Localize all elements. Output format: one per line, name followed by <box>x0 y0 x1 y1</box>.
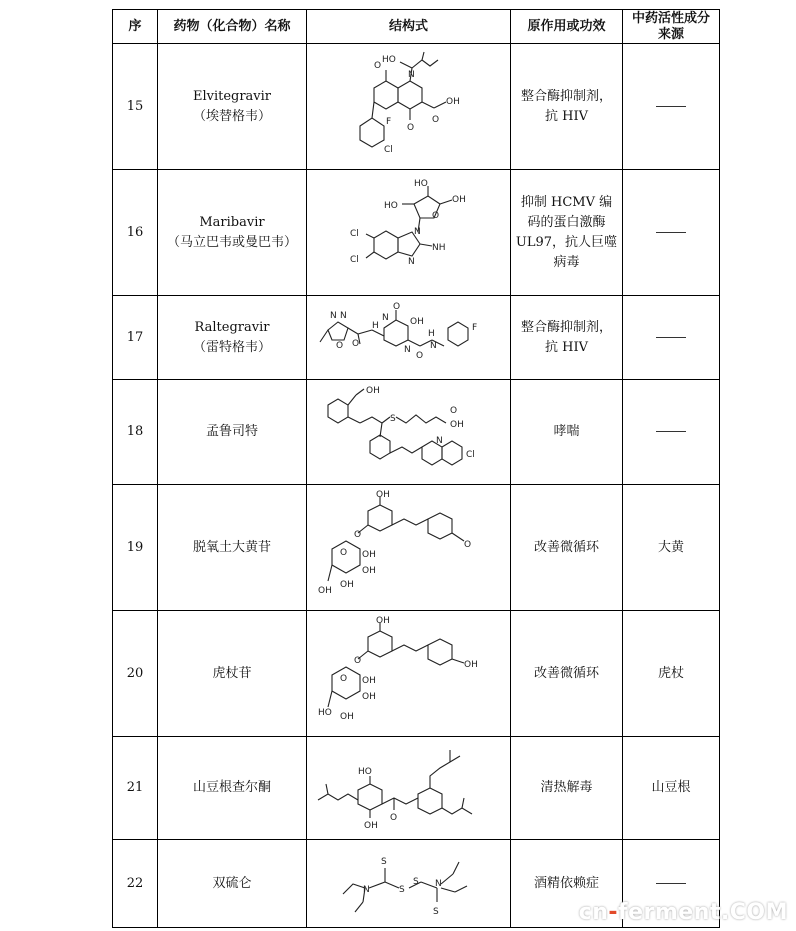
row-name <box>158 737 307 840</box>
label-ho: HO <box>318 707 332 718</box>
structure-cell <box>307 737 511 840</box>
label-o: O <box>373 60 381 71</box>
label-o1: O <box>354 529 362 540</box>
label-cl2: Cl <box>349 254 359 265</box>
label-ho2: HO <box>383 200 398 211</box>
label-oh5: OH <box>318 585 332 596</box>
header-source: 中药活性成分来源 <box>623 10 720 44</box>
empty-dash <box>656 337 686 338</box>
label-n5: N <box>430 340 437 351</box>
structure-cell <box>307 296 511 380</box>
header-structure: 结构式 <box>307 10 511 44</box>
structure-montelukast <box>316 383 501 481</box>
row-seq: 15 <box>113 44 158 170</box>
label-oh4: OH <box>340 579 354 590</box>
row-action: 抑制 HCMV 编码的蛋白激酶 UL97，抗人巨噬病毒 <box>511 170 623 296</box>
structure-cell <box>307 380 511 485</box>
name-cn: （马立巴韦或曼巴韦） <box>166 234 297 250</box>
label-oh: OH <box>410 316 424 327</box>
label-oh3: OH <box>362 691 376 702</box>
structure-cell <box>307 840 511 928</box>
name-cn: 双硫仑 <box>212 875 252 891</box>
label-n1: N <box>330 310 337 321</box>
row-seq: 21 <box>113 737 158 840</box>
header-seq: 序 <box>113 10 158 44</box>
label-n4: N <box>404 344 411 355</box>
structure-raltegravir <box>316 300 501 376</box>
row-name <box>158 485 307 611</box>
row-seq: 17 <box>113 296 158 380</box>
label-ho: HO <box>357 767 372 777</box>
label-o4: O <box>336 340 344 351</box>
label-o2: O <box>406 122 414 133</box>
row-seq: 16 <box>113 170 158 296</box>
name-en: Elvitegravir <box>192 88 272 104</box>
row-source: 大黄 <box>623 485 720 611</box>
structure-cell <box>307 44 511 170</box>
empty-dash <box>656 232 686 233</box>
row-action: 整合酶抑制剂，抗 HIV <box>511 296 623 380</box>
label-oh5: OH <box>464 659 478 670</box>
site-watermark <box>579 900 788 925</box>
table-row <box>113 737 720 840</box>
row-source <box>623 44 720 170</box>
label-oh: OH <box>451 194 466 205</box>
label-o2: O <box>393 301 401 312</box>
label-ho1: HO <box>413 178 428 189</box>
label-oh: OH <box>445 96 460 107</box>
label-cl1: Cl <box>349 228 359 239</box>
structure-sophoradin <box>314 740 504 836</box>
row-name <box>158 611 307 737</box>
label-ho: HO <box>381 54 396 65</box>
structure-maribavir <box>334 174 484 292</box>
label-o: O <box>389 813 397 823</box>
empty-dash <box>656 883 686 884</box>
label-n3: N <box>382 312 389 323</box>
row-source <box>623 296 720 380</box>
label-oh4: OH <box>340 711 354 722</box>
label-oh: OH <box>366 386 380 396</box>
header-name: 药物（化合物）名称 <box>158 10 307 44</box>
row-action: 改善微循环 <box>511 485 623 611</box>
label-o: O <box>450 406 458 416</box>
row-name <box>158 380 307 485</box>
row-name <box>158 840 307 928</box>
label-o1: O <box>354 655 362 666</box>
watermark-part: .COM <box>720 900 788 925</box>
label-oh2: OH <box>450 420 464 430</box>
label-o3: O <box>464 539 472 550</box>
row-name <box>158 296 307 380</box>
row-seq: 18 <box>113 380 158 485</box>
name-cn: 脱氧土大黄苷 <box>192 539 271 555</box>
name-cn: 山豆根查尔酮 <box>192 780 271 795</box>
row-source <box>623 380 720 485</box>
label-oh: OH <box>376 615 390 626</box>
label-s4: S <box>432 906 439 917</box>
header-action: 原作用或功效 <box>511 10 623 44</box>
label-nh: NH <box>431 242 445 253</box>
label-nh2: H <box>428 328 435 339</box>
empty-dash <box>656 431 686 432</box>
row-seq: 20 <box>113 611 158 737</box>
row-seq: 19 <box>113 485 158 611</box>
label-o3: O <box>416 350 424 361</box>
name-cn: （埃替格韦） <box>192 108 271 124</box>
table-row <box>113 44 720 170</box>
structure-elvitegravir <box>334 48 484 166</box>
label-s2: S <box>398 884 405 895</box>
row-source: 虎杖 <box>623 611 720 737</box>
table-row <box>113 170 720 296</box>
row-action: 整合酶抑制剂，抗 HIV <box>511 44 623 170</box>
empty-dash <box>656 106 686 107</box>
row-source: 山豆根 <box>623 737 720 840</box>
label-nh1: H <box>372 320 379 331</box>
label-f: F <box>385 116 391 127</box>
label-f: F <box>472 322 478 333</box>
label-oh3: OH <box>362 565 376 576</box>
row-action: 清热解毒 <box>511 737 623 840</box>
row-action: 改善微循环 <box>511 611 623 737</box>
label-n2: N <box>434 878 442 889</box>
structure-cell <box>307 485 511 611</box>
label-s1: S <box>380 856 387 867</box>
label-oh2: OH <box>362 549 376 560</box>
structure-rhaponticin <box>316 489 501 607</box>
label-n: N <box>436 436 443 446</box>
drug-table <box>112 9 720 928</box>
table-row <box>113 380 720 485</box>
table-row <box>113 611 720 737</box>
watermark-part: cn <box>578 900 609 925</box>
label-o2: O <box>340 673 348 684</box>
label-n2: N <box>407 256 415 267</box>
label-oh: OH <box>363 821 378 831</box>
label-o: O <box>431 210 439 221</box>
label-cl: Cl <box>466 450 475 460</box>
table-row <box>113 485 720 611</box>
label-n1: N <box>413 226 421 237</box>
structure-disulfiram <box>329 844 489 924</box>
label-s3: S <box>412 876 419 887</box>
name-en: Maribavir <box>199 214 265 230</box>
row-source <box>623 170 720 296</box>
label-oh: OH <box>376 489 390 500</box>
name-cn: （雷特格韦） <box>192 339 271 355</box>
table-header-row <box>113 10 720 44</box>
label-oh2: OH <box>362 675 376 686</box>
row-name <box>158 170 307 296</box>
structure-cell <box>307 170 511 296</box>
label-o1: O <box>352 338 360 349</box>
watermark-dash: - <box>608 900 619 925</box>
row-action: 哮喘 <box>511 380 623 485</box>
label-n1: N <box>362 884 370 895</box>
label-o3: O <box>431 114 439 125</box>
row-name <box>158 44 307 170</box>
name-en: Raltegravir <box>194 319 270 335</box>
label-o2: O <box>340 547 348 558</box>
name-cn: 孟鲁司特 <box>205 424 258 439</box>
structure-cell <box>307 611 511 737</box>
label-n: N <box>407 69 415 80</box>
label-cl: Cl <box>383 144 393 155</box>
label-n2: N <box>340 310 347 321</box>
structure-polydatin <box>316 615 501 733</box>
watermark-part: ferment <box>618 900 721 925</box>
row-seq: 22 <box>113 840 158 928</box>
row-action: 酒精依赖症 <box>511 840 623 928</box>
table-row <box>113 296 720 380</box>
name-cn: 虎杖苷 <box>212 665 252 681</box>
label-s: S <box>390 414 396 424</box>
